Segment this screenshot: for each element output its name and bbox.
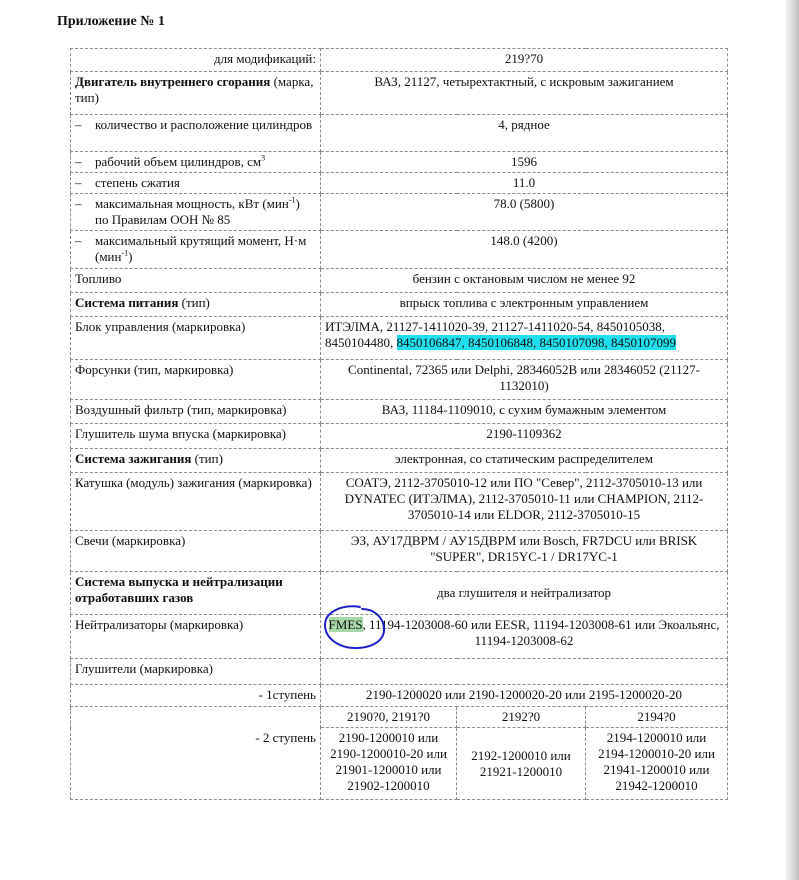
- row-value: бензин с октановым числом не менее 92: [321, 269, 728, 293]
- table-row: [71, 424, 728, 449]
- variant-value: 2190-1200010 или 2190-1200010-20 или 21901-1200010 или 21902-1200010: [321, 728, 457, 800]
- row-label: Топливо: [71, 269, 321, 293]
- row-label: Форсунки (тип, маркировка): [71, 360, 321, 400]
- table-row: [71, 531, 728, 572]
- variant-header: 2194?0: [586, 707, 728, 728]
- row-label: Система выпуска и нейтрализации отработавших газов: [71, 572, 321, 615]
- row-label: Катушка (модуль) зажигания (маркировка): [71, 473, 321, 531]
- row-value: 1596: [321, 152, 728, 173]
- table-row: [71, 659, 728, 685]
- table-row: [71, 449, 728, 473]
- variant-header: 2192?0: [457, 707, 586, 728]
- variant-value: 2192-1200010 или 21921-1200010: [457, 728, 586, 800]
- row-value: Continental, 72365 или Delphi, 28346052B или 28346052 (21127-1132010): [321, 360, 728, 400]
- row-label: – рабочий объем цилиндров, $см^3$: [71, 152, 321, 173]
- row-value: FMES, 11194-1203008-60 или EESR, 11194-1203008-61 или Экоальянс, 11194-1203008-62: [321, 615, 728, 659]
- table-row: [71, 115, 728, 152]
- table-row: [71, 615, 728, 659]
- row-value: ИТЭЛМА, 21127-1411020-39, 21127-1411020-54, 8450105038, 8450104480, 8450106847, 8450106848, 8450107098, 8450107099: [321, 317, 728, 360]
- row-label: – степень сжатия: [71, 173, 321, 194]
- row-value: 11.0: [321, 173, 728, 194]
- table-row: [71, 293, 728, 317]
- row-label: - 1ступень: [71, 685, 321, 707]
- table-row: [71, 317, 728, 360]
- specification-table: [70, 48, 728, 800]
- appendix-heading: Приложение № 1: [57, 14, 165, 29]
- row-value: впрыск топлива с электронным управлением: [321, 293, 728, 317]
- row-value: 4, рядное: [321, 115, 728, 152]
- table-row: [71, 685, 728, 707]
- table-row: [71, 72, 728, 115]
- row-label: Нейтрализаторы (маркировка): [71, 615, 321, 659]
- row-value: два глушителя и нейтрализатор: [321, 572, 728, 615]
- row-label: - 2 ступень: [71, 707, 321, 800]
- table-row: [71, 360, 728, 400]
- row-value: 148.0 (4200): [321, 231, 728, 269]
- row-value: ВАЗ, 11184-1109010, с сухим бумажным элементом: [321, 400, 728, 424]
- row-label: – количество и расположение цилиндров: [71, 115, 321, 152]
- table-row: [71, 707, 728, 728]
- variant-header: 2190?0, 2191?0: [321, 707, 457, 728]
- table-row: [71, 231, 728, 269]
- row-value: 78.0 (5800): [321, 194, 728, 231]
- table-row: [71, 152, 728, 173]
- page-edge-shadow: [785, 0, 799, 880]
- row-value: ВАЗ, 21127, четырехтактный, с искровым зажиганием: [321, 72, 728, 115]
- row-value: 2190-1200020 или 2190-1200020-20 или 2195-1200020-20: [321, 685, 728, 707]
- row-value: [321, 659, 728, 685]
- table-row: [71, 173, 728, 194]
- row-label: Свечи (маркировка): [71, 531, 321, 572]
- row-label: Глушитель шума впуска (маркировка): [71, 424, 321, 449]
- table-row: [71, 49, 728, 72]
- row-value: 2190-1109362: [321, 424, 728, 449]
- row-label: Воздушный фильтр (тип, маркировка): [71, 400, 321, 424]
- row-label: Система питания (тип): [71, 293, 321, 317]
- circled-annotation: FMES: [329, 617, 363, 633]
- row-value: ЭЗ, АУ17ДВРМ / АУ15ДВРМ или Bosch, FR7DCU или BRISK "SUPER", DR15YC-1 / DR17YC-1: [321, 531, 728, 572]
- row-label: Блок управления (маркировка): [71, 317, 321, 360]
- row-label: – максимальная мощность, кВт (мин$^{-1}$) по Правилам ООН № 85: [71, 194, 321, 231]
- row-label: Система зажигания (тип): [71, 449, 321, 473]
- row-label: Двигатель внутреннего сгорания (марка, тип): [71, 72, 321, 115]
- table-row: [71, 400, 728, 424]
- table-row: [71, 473, 728, 531]
- row-label: Глушители (маркировка): [71, 659, 321, 685]
- row-value: электронная, со статическим распределителем: [321, 449, 728, 473]
- row-label: – максимальный крутящий момент, Н·м (мин$^{-1}$): [71, 231, 321, 269]
- row-label: для модификаций:: [71, 49, 321, 72]
- table-row: [71, 572, 728, 615]
- row-value: СОАТЭ, 2112-3705010-12 или ПО "Север", 2112-3705010-13 или DYNATEC (ИТЭЛМА), 2112-3705010-11 или CHAMPION, 2112-3705010-14 или ELDOR, 2112-3705010-15: [321, 473, 728, 531]
- row-value: 219?70: [321, 49, 728, 72]
- table-row: [71, 269, 728, 293]
- variant-value: 2194-1200010 или 2194-1200010-20 или 21941-1200010 или 21942-1200010: [586, 728, 728, 800]
- table-row: [71, 194, 728, 231]
- highlighted-part-numbers: 8450106847, 8450106848, 8450107098, 8450107099: [396, 335, 676, 350]
